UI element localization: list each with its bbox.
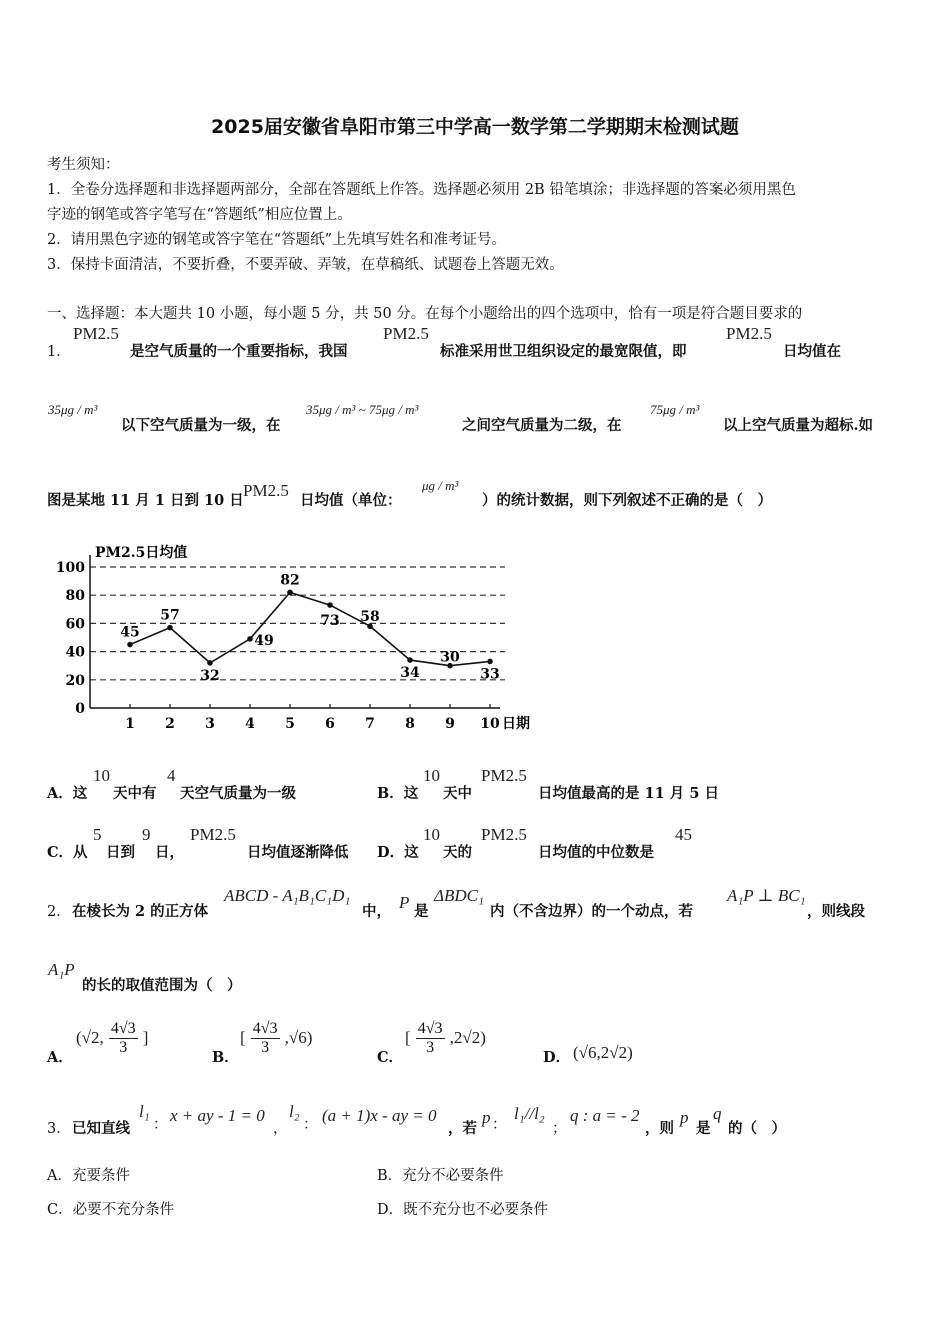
q1-optC-n2: 9 (142, 825, 151, 844)
q1-pm-2: PM2.5 (383, 324, 429, 343)
q1-text-1c: 日均值在 (783, 343, 841, 360)
data-point (327, 602, 333, 608)
q1-text-1a: 是空气质量的一个重要指标，我国 (130, 343, 348, 360)
q3-text-e: 的（ ） (728, 1120, 786, 1137)
q3-semicolon: ； (552, 1121, 567, 1137)
chart-xlabel: 日期 (502, 716, 530, 732)
q2-number: 2． (47, 904, 71, 920)
q3-l2: l₂ (289, 1102, 300, 1121)
x-tick-label: 9 (445, 716, 455, 732)
q2-optB-den: 3 (261, 1039, 270, 1056)
q2-optB-right: ,√6) (284, 1028, 313, 1047)
x-tick-label: 2 (165, 716, 175, 732)
data-label: 33 (480, 666, 500, 683)
q2-optC-value (405, 1020, 486, 1057)
pm25-line-chart (40, 535, 550, 740)
q2-optB-label: B． (212, 1049, 239, 1066)
q2-optC-frac (416, 1020, 445, 1057)
q1-optC-end: 日均值逐渐降低 (247, 844, 349, 861)
q1-math-range: 35μg / m³ ~ 75μg / m³ (306, 402, 419, 417)
data-label: 45 (120, 624, 140, 641)
q1-optC-pm: PM2.5 (190, 825, 236, 844)
data-point (167, 625, 173, 631)
data-label: 58 (360, 609, 380, 626)
q1-optD-end: 日均值的中位数是 (538, 844, 654, 861)
q2-optB-num: 4√3 (252, 1020, 278, 1037)
data-label: 34 (400, 665, 420, 682)
q1-pm-1: PM2.5 (73, 324, 119, 343)
q2-optA-den: 3 (119, 1039, 128, 1056)
q1-pm-3: PM2.5 (726, 324, 772, 343)
y-tick-label: 20 (65, 672, 85, 689)
q3-p-2: p (680, 1108, 689, 1127)
data-label: 49 (254, 632, 274, 649)
y-tick-label: 80 (65, 588, 85, 605)
q2-text-e: ，则线段 (807, 903, 865, 920)
x-tick-label: 8 (405, 716, 415, 732)
q2-optC-den: 3 (426, 1039, 435, 1056)
q1-number: 1． (47, 344, 71, 360)
q2-optD-value: (√6,2√2) (573, 1043, 633, 1062)
q1-optA-end: 天空气质量为一级 (180, 785, 296, 802)
data-label: 73 (320, 613, 340, 630)
q3-q-2: q (713, 1104, 722, 1123)
q1-optD-n2: 45 (675, 825, 692, 844)
q1-math-35: 35μg / m³ (48, 402, 98, 417)
q2-cube: ABCD - A₁B₁C₁D₁ (224, 886, 351, 905)
q3-comma-1: ， (273, 1121, 288, 1137)
q1-text-1b: 标准采用世卫组织设定的最宽限值，即 (440, 343, 687, 360)
q3-optA: A．充要条件 (47, 1168, 130, 1184)
q2-optB-value (240, 1020, 312, 1057)
y-tick-label: 100 (55, 560, 85, 576)
data-point (287, 590, 293, 596)
data-label: 30 (440, 649, 460, 666)
q3-parallel: l₁//l₂ (514, 1104, 545, 1123)
q1-optC-label: C．从 (47, 844, 88, 861)
q3-colon-1: ： (153, 1117, 168, 1133)
x-tick-label: 5 (285, 716, 295, 732)
q3-eq1: x + ay - 1 = 0 (170, 1106, 265, 1125)
notice-item-1-cont: 字迹的钢笔或答字笔写在“答题纸”相应位置上。 (47, 207, 352, 223)
q3-l1: l₁ (139, 1102, 150, 1121)
data-point (487, 659, 493, 665)
q2-text-b: 中， (362, 903, 391, 920)
q2-optC-left: [ (405, 1028, 411, 1047)
q3-text-d: 是 (696, 1120, 711, 1137)
q2-text-d: 内（不含边界）的一个动点，若 (490, 903, 693, 920)
q3-optB: B．充分不必要条件 (377, 1168, 504, 1184)
series-line (130, 592, 490, 665)
q2-text-c: 是 (414, 903, 429, 920)
q2-optA-label: A． (47, 1049, 73, 1066)
q2-optC-right: ,2√2) (449, 1028, 486, 1047)
q2-text-a: 在棱长为 2 的正方体 (72, 903, 209, 920)
q1-optA-n1: 10 (93, 766, 110, 785)
q1-unit: μg / m³ (422, 478, 459, 493)
q1-optA-mid: 天中有 (113, 785, 157, 802)
q3-number: 3． (47, 1121, 71, 1137)
q3-text-a: 已知直线 (72, 1120, 130, 1137)
q2-optA-right: ] (142, 1028, 149, 1047)
q3-colon-2: ： (303, 1117, 318, 1133)
q1-pm-4: PM2.5 (243, 481, 289, 500)
q2-optC-num: 4√3 (417, 1020, 443, 1037)
q1-text-2b: 之间空气质量为二级，在 (462, 417, 622, 434)
q1-optB-mid: 天中 (443, 785, 472, 802)
q3-q: q : a = - 2 (570, 1106, 640, 1125)
notice-item-3: 3．保持卡面清洁，不要折叠，不要弄破、弄皱，在草稿纸、试题卷上答题无效。 (47, 257, 564, 273)
q2-segment: A₁P (48, 960, 75, 979)
y-tick-label: 0 (75, 701, 85, 717)
x-tick-label: 4 (245, 716, 255, 732)
y-tick-label: 60 (65, 616, 85, 633)
x-tick-label: 3 (205, 716, 215, 732)
q1-optB-end: 日均值最高的是 11 月 5 日 (538, 785, 719, 802)
q1-text-3b: 日均值（单位： (300, 492, 402, 509)
q1-math-75: 75μg / m³ (650, 402, 700, 417)
notice-heading: 考生须知： (47, 157, 120, 173)
section-heading: 一、选择题：本大题共 10 小题，每小题 5 分，共 50 分。在每个小题给出的四个选项中，恰有一项是符合题目要求的 (47, 306, 803, 322)
x-tick-label: 10 (480, 716, 500, 732)
q3-optD: D．既不充分也不必要条件 (377, 1202, 549, 1218)
notice-item-1: 1．全卷分选择题和非选择题两部分，全部在答题纸上作答。选择题必须用 2B 铅笔填涂；非选择题的答案必须用黑色 (47, 182, 796, 198)
x-tick-label: 7 (365, 716, 375, 732)
q1-optC-mid2: 日， (155, 844, 184, 861)
q2-optA-num: 4√3 (110, 1020, 136, 1037)
q2-optA-frac (109, 1020, 138, 1057)
data-point (127, 642, 133, 648)
q1-optB-n1: 10 (423, 766, 440, 785)
data-point (407, 657, 413, 663)
notice-item-2: 2．请用黑色字迹的钢笔或答字笔在“答题纸”上先填写姓名和准考证号。 (47, 232, 507, 248)
page-title: 2025届安徽省阜阳市第三中学高一数学第二学期期末检测试题 (211, 116, 739, 138)
x-tick-label: 1 (125, 716, 135, 732)
q3-text-b: ，若 (448, 1120, 477, 1137)
q2-text-f: 的长的取值范围为（ ） (82, 977, 242, 994)
q1-text-3c: ）的统计数据，则下列叙述不正确的是（ ） (482, 492, 772, 509)
data-label: 57 (160, 607, 180, 624)
q1-optB-label: B．这 (377, 785, 419, 802)
q1-optA-n2: 4 (167, 766, 176, 785)
data-point (207, 660, 213, 666)
q1-optD-pm: PM2.5 (481, 825, 527, 844)
q3-eq2: (a + 1)x - ay = 0 (322, 1106, 437, 1125)
q2-optA-value (76, 1020, 148, 1057)
q1-optC-mid: 日到 (106, 844, 135, 861)
q2-optA-left: (√2, (76, 1028, 104, 1047)
q1-optD-n1: 10 (423, 825, 440, 844)
q1-text-3a: 图是某地 11 月 1 日到 10 日 (47, 492, 244, 509)
q3-text-c: ，则 (645, 1120, 674, 1137)
x-tick-label: 6 (325, 716, 335, 732)
data-point (247, 636, 253, 642)
q3-colon-3: ： (492, 1117, 507, 1133)
q1-text-2a: 以下空气质量为一级，在 (121, 417, 281, 434)
q2-triangle: ΔBDC₁ (434, 886, 484, 905)
y-tick-label: 40 (65, 644, 85, 661)
q1-optD-mid: 天的 (443, 844, 472, 861)
q2-optB-frac (251, 1020, 280, 1057)
q1-optD-label: D．这 (377, 844, 419, 861)
q2-optD-label: D． (543, 1049, 571, 1066)
q1-optA-label: A．这 (47, 785, 88, 802)
data-label: 32 (200, 667, 220, 684)
q3-optC: C．必要不充分条件 (47, 1202, 175, 1218)
data-label: 82 (280, 572, 300, 589)
q2-point-p: P (399, 893, 410, 912)
q1-text-2c: 以上空气质量为超标.如 (723, 417, 874, 434)
q3-p: p (482, 1108, 491, 1127)
q2-optB-left: [ (240, 1028, 246, 1047)
q2-optC-label: C． (377, 1049, 404, 1066)
q1-optC-n1: 5 (93, 825, 102, 844)
q2-condition: A₁P ⊥ BC₁ (727, 886, 806, 905)
chart-title: PM2.5日均值 (95, 545, 188, 561)
q1-optB-pm: PM2.5 (481, 766, 527, 785)
